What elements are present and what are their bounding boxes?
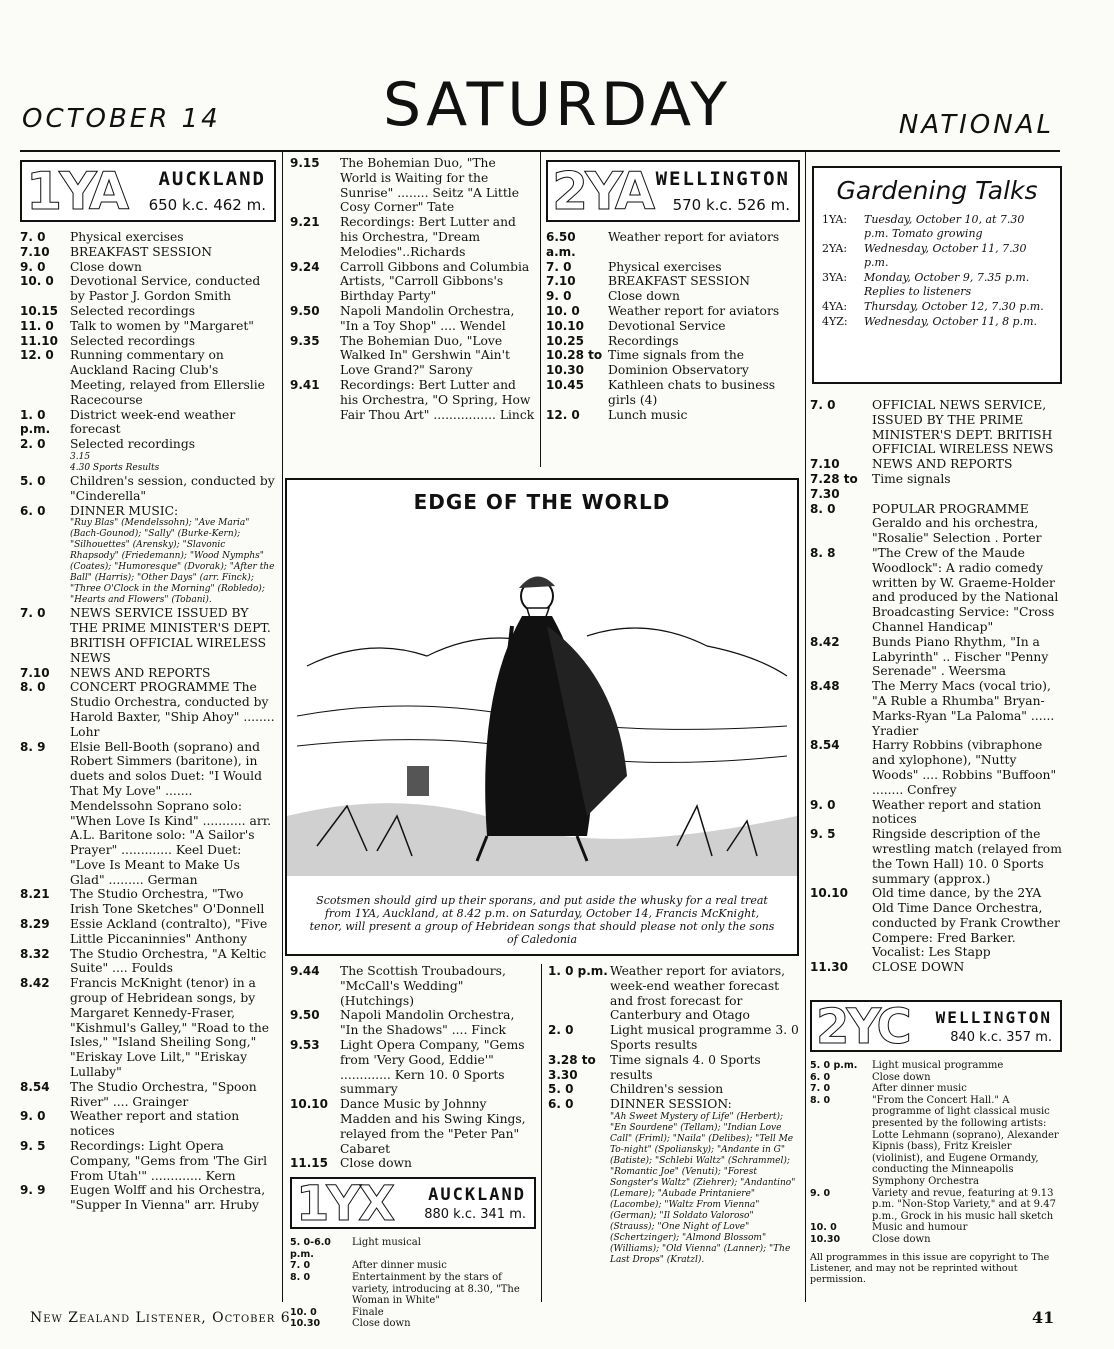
programme-time: 10.30 xyxy=(290,1318,321,1330)
programme-time: 10. 0 xyxy=(810,1222,837,1234)
programme-description: Music and humour xyxy=(872,1222,968,1234)
footer-publication: New Zealand Listener, October 6 xyxy=(30,1310,291,1326)
copyright-notice: All programmes in this issue are copyright to The Listener, and may not be reprinted without permission. xyxy=(810,1251,1050,1285)
programme-description: Close down xyxy=(340,1156,412,1171)
programme-description: NEWS SERVICE ISSUED BY THE PRIME MINISTER'S DEPT. BRITISH OFFICIAL WIRELESS NEWS xyxy=(70,606,271,665)
station-1yx-box xyxy=(290,1176,536,1233)
programme-item xyxy=(290,260,536,304)
programme-item xyxy=(810,827,1062,886)
programme-time: 9.15 xyxy=(290,156,320,170)
programme-item xyxy=(810,1222,1062,1234)
column-divider-1 xyxy=(282,152,283,1302)
programme-description: Old time dance, by the 2YA Old Time Dance Orchestra, conducted by Frank Crowther Compere: Fred Barker. Vocalist: Les Stapp xyxy=(872,886,1060,960)
station-2yc-box xyxy=(810,999,1062,1055)
programme-item xyxy=(20,1109,276,1139)
programme-description: Talk to women by "Margaret" xyxy=(70,318,254,333)
programme-item xyxy=(810,738,1062,797)
programme-time: 7. 0 xyxy=(810,398,836,412)
column-divider-2 xyxy=(540,152,541,467)
programme-description: CLOSE DOWN xyxy=(872,960,965,975)
programme-item xyxy=(290,1097,536,1156)
programme-time: 7. 0 xyxy=(546,259,572,274)
station-2ya-logo: 2YA xyxy=(552,162,653,222)
column-divider-4 xyxy=(541,964,542,1302)
programme-time: 8.54 xyxy=(20,1079,50,1094)
programme-time: 6. 0 xyxy=(20,503,46,518)
programme-item xyxy=(290,215,536,259)
station-2ya-freq: 570 k.c. 526 m. xyxy=(672,196,790,214)
programme-time: 8. 9 xyxy=(20,739,46,754)
programme-item xyxy=(20,463,276,474)
programme-item xyxy=(20,260,276,275)
programme-description: Ringside description of the wrestling match (relayed from the Town Hall) 10. 0 Sports summary (approx.) xyxy=(872,827,1062,886)
gardening-item xyxy=(822,271,1052,299)
programme-description: Napoli Mandolin Orchestra, "In the Shadows" .... Finck xyxy=(340,1008,515,1038)
column-2ya xyxy=(546,156,800,474)
programme-time: 9.50 xyxy=(290,1008,320,1023)
programme-list-col2-top xyxy=(290,156,536,422)
programme-item xyxy=(548,1082,800,1097)
programme-description: BREAKFAST SESSION xyxy=(608,274,750,289)
programme-item xyxy=(290,1038,536,1097)
programme-time: 7. 0 xyxy=(810,1083,831,1095)
programme-item xyxy=(546,289,800,304)
programme-description: Weather report for aviators, week-end weather forecast and frost forecast for Canterbury and Otago xyxy=(610,964,786,1023)
programme-item xyxy=(548,1053,800,1083)
programme-description: The Merry Macs (vocal trio), "A Ruble a Rhumba" Bryan-Marks-Ryan "La Paloma" ...... Yradier xyxy=(872,679,1055,738)
programme-item xyxy=(20,1080,276,1110)
programme-time: 8.42 xyxy=(810,634,840,649)
programme-description: Francis McKnight (tenor) in a group of Hebridean songs, by Margaret Kennedy-Fraser, "Kishmul's Galley," "Road to the Isles," "Island Sheiling Song," "Eriskay Love Lilt," "Eriskay Lullaby" xyxy=(70,976,270,1080)
column-1ya xyxy=(20,156,276,1306)
programme-item xyxy=(20,917,276,947)
header-day: SATURDAY xyxy=(382,70,732,140)
programme-description: Recordings: Light Opera Company, "Gems from 'The Girl From Utah'" ............. Kern xyxy=(70,1139,268,1183)
programme-description: Carroll Gibbons and Columbia Artists, "Carroll Gibbons's Birthday Party" xyxy=(340,259,530,304)
programme-description: BREAKFAST SESSION xyxy=(70,244,212,259)
programme-item xyxy=(810,457,1062,472)
programme-item xyxy=(546,304,800,319)
programme-item xyxy=(290,1272,536,1307)
programme-item xyxy=(20,319,276,334)
station-1yx-city: AUCKLAND xyxy=(428,1185,526,1206)
programme-item xyxy=(810,1060,1062,1072)
programme-item xyxy=(20,1183,276,1213)
programme-time: 9. 9 xyxy=(20,1183,46,1198)
programme-item xyxy=(810,635,1062,679)
programme-item xyxy=(810,1083,1062,1095)
gardening-item xyxy=(822,213,1052,241)
gardening-detail: Wednesday, October 11, 7.30 p.m. xyxy=(864,242,1027,269)
feature-title: EDGE OF THE WORLD xyxy=(413,490,671,514)
gardening-station: 1YA: xyxy=(822,213,848,226)
gardening-station: 4YA: xyxy=(822,300,848,313)
programme-description: Time signals 4. 0 Sports results xyxy=(610,1052,761,1082)
programme-description: Close down xyxy=(872,1233,931,1245)
programme-item xyxy=(810,1072,1062,1084)
programme-time: 11.30 xyxy=(810,960,848,975)
station-1ya-city: AUCKLAND xyxy=(158,168,266,190)
header-date: OCTOBER 14 xyxy=(22,104,221,134)
programme-description: 3.15 xyxy=(70,451,91,462)
programme-time: 10.10 xyxy=(290,1097,328,1112)
programme-item xyxy=(290,156,536,215)
programme-item xyxy=(20,680,276,739)
programme-time: 9.53 xyxy=(290,1037,320,1052)
programme-description: DINNER SESSION: xyxy=(610,1097,732,1112)
programme-time: 10. 0 xyxy=(290,1306,317,1318)
programme-time: 6. 0 xyxy=(810,1071,831,1083)
programme-item xyxy=(546,230,800,260)
programme-time: 9. 5 xyxy=(810,827,836,842)
programme-item xyxy=(20,1139,276,1183)
programme-description: Physical exercises xyxy=(608,259,722,274)
programme-description: Recordings: Bert Lutter and his Orchestra, "O Spring, How Fair Thou Art" ................ Linck xyxy=(340,377,535,422)
programme-time: 7.10 xyxy=(20,244,50,259)
programme-item xyxy=(810,1188,1062,1223)
programme-item xyxy=(290,378,536,422)
programme-item xyxy=(546,348,800,378)
programme-list-1ya xyxy=(20,230,276,1213)
programme-time: 8.21 xyxy=(20,887,50,902)
programme-item xyxy=(810,1234,1062,1246)
programme-description: "Ah Sweet Mystery of Life" (Herbert); "En Sourdene" (Tellam); "Indian Love Call" (Friml); "Naila" (Delibes); "Tell Me To-night" (Spoliansky); "Andante in G" (Batiste); "Schlebi Waltz" (Schrammel); "Romantic Joe" (Venuti); "Forest Songster's Waltz" (Ziehrer); "Andantino" (Lemare); "Aubade Printaniere" (Lacombe); "Waltz From Vienna" (German); "Il Soldato Valoroso" (Strauss); "One Night of Love" (Schertzinger); "Almond Blossom" (Williams); "Old Vienna" (Lanner); "The Last Drops" (Kratzl). xyxy=(610,1111,796,1265)
programme-item xyxy=(546,408,800,423)
programme-item xyxy=(290,1156,536,1171)
programme-item xyxy=(810,679,1062,738)
station-1ya-box xyxy=(20,160,276,222)
programme-time: 7. 0 xyxy=(20,230,46,244)
programme-item xyxy=(290,1318,536,1330)
programme-item xyxy=(20,408,276,438)
programme-item xyxy=(20,437,276,452)
programme-description: Light musical xyxy=(352,1237,421,1249)
gardening-station: 2YA: xyxy=(822,242,848,255)
feature-illustration xyxy=(287,516,797,876)
programme-list-1yx xyxy=(290,1237,536,1330)
programme-time: 12. 0 xyxy=(546,407,580,422)
station-1ya-freq: 650 k.c. 462 m. xyxy=(148,196,266,214)
programme-item xyxy=(290,1307,536,1319)
programme-item xyxy=(810,398,1062,457)
programme-item xyxy=(548,1097,800,1112)
programme-item xyxy=(810,886,1062,960)
programme-time: 9.35 xyxy=(290,333,320,348)
programme-time: 9.24 xyxy=(290,259,320,274)
programme-time: 2. 0 xyxy=(548,1023,574,1038)
programme-description: Recordings xyxy=(608,333,679,348)
programme-item xyxy=(546,334,800,349)
programme-time: 9. 0 xyxy=(810,797,836,812)
programme-item xyxy=(20,666,276,681)
programme-description: POPULAR PROGRAMME Geraldo and his orchestra, "Rosalie" Selection . Porter xyxy=(872,501,1042,546)
programme-item xyxy=(810,502,1062,546)
programme-list-2yc xyxy=(810,1060,1062,1246)
programme-description: Physical exercises xyxy=(70,230,184,244)
programme-item xyxy=(548,964,800,1023)
programme-time: 8. 0 xyxy=(810,1094,831,1106)
programme-time: 8. 8 xyxy=(810,545,836,560)
programme-description: The Scottish Troubadours, "McCall's Wedding" (Hutchings) xyxy=(340,964,506,1008)
programme-description: Weather report and station notices xyxy=(872,797,1042,827)
gardening-detail: Monday, October 9, 7.35 p.m. Replies to listeners xyxy=(864,271,1030,298)
programme-time: 5. 0 xyxy=(20,473,46,488)
programme-item xyxy=(20,504,276,519)
programme-item xyxy=(548,1023,800,1053)
programme-time: 9. 0 xyxy=(810,1187,831,1199)
programme-time xyxy=(548,1112,610,1266)
programme-time: 10.45 xyxy=(546,377,584,392)
programme-description: NEWS AND REPORTS xyxy=(70,665,211,680)
programme-item xyxy=(290,1237,536,1260)
feature-edge-of-the-world xyxy=(285,478,799,956)
programme-item xyxy=(20,304,276,319)
column-2-bottom xyxy=(290,964,536,1330)
programme-description: Devotional Service, conducted by Pastor J. Gordon Smith xyxy=(70,274,261,304)
programme-time: 7.10 xyxy=(546,274,576,289)
programme-description: Selected recordings xyxy=(70,303,196,318)
programme-description: Weather report and station notices xyxy=(70,1109,240,1139)
programme-description: Lunch music xyxy=(608,407,688,422)
programme-item xyxy=(290,334,536,378)
programme-time: 9.50 xyxy=(290,303,320,318)
programme-time xyxy=(20,463,70,474)
header-network: NATIONAL xyxy=(898,110,1054,140)
gardening-item xyxy=(822,315,1052,329)
programme-item xyxy=(548,1112,800,1266)
programme-time: 8.48 xyxy=(810,679,840,694)
column-2yc xyxy=(810,996,1062,1306)
programme-time: 9. 0 xyxy=(546,289,572,304)
programme-time: 7.28 to 7.30 xyxy=(810,471,858,501)
programme-item xyxy=(546,260,800,275)
station-2yc-city: WELLINGTON xyxy=(935,1008,1052,1027)
programme-item xyxy=(546,378,800,408)
programme-description: Close down xyxy=(352,1318,411,1330)
programme-time: 5. 0 p.m. xyxy=(810,1060,858,1071)
programme-time: 1. 0 p.m. xyxy=(20,407,51,437)
feature-caption: Scotsmen should gird up their sporans, and put aside the whusky for a real treat from 1YA, Auckland, at 8.42 p.m. on Saturday, October 14, Francis McKnight, tenor, will present a group of Hebridean songs that should please not only the sons of Caledonia xyxy=(309,894,775,946)
programme-description: The Bohemian Duo, "The World is Waiting for the Sunrise" ........ Seitz "A Little Cosy Corner" Tate xyxy=(340,156,520,215)
programme-time: 9. 0 xyxy=(20,259,46,274)
programme-description: Time signals xyxy=(872,471,951,486)
programme-description: Selected recordings xyxy=(70,437,196,452)
programme-item xyxy=(290,304,536,334)
programme-item xyxy=(20,740,276,888)
programme-item xyxy=(20,887,276,917)
programme-time: 5. 0-6.0 p.m. xyxy=(290,1237,331,1260)
programme-description: Children's session, conducted by "Cinderella" xyxy=(70,473,275,503)
programme-time: 8.42 xyxy=(20,976,50,991)
programme-description: Eugen Wolff and his Orchestra, "Supper In Vienna" arr. Hruby xyxy=(70,1183,266,1213)
programme-list-col3-bottom xyxy=(548,964,800,1266)
programme-time: 8.29 xyxy=(20,917,50,932)
programme-description: 4.30 Sports Results xyxy=(70,462,160,473)
programme-time xyxy=(20,518,70,606)
programme-description: After dinner music xyxy=(872,1083,967,1095)
programme-description: Running commentary on Auckland Racing Club's Meeting, relayed from Ellerslie Racecourse xyxy=(70,348,265,407)
programme-description: Harry Robbins (vibraphone and xylophone), "Nutty Woods" .... Robbins "Buffoon" ........ Confrey xyxy=(872,738,1057,797)
programme-item xyxy=(810,798,1062,828)
programme-item xyxy=(20,348,276,407)
programme-time: 10. 0 xyxy=(20,274,54,289)
programme-description: Close down xyxy=(608,289,680,304)
programme-time xyxy=(20,452,70,463)
programme-time: 8.32 xyxy=(20,946,50,961)
station-1ya-logo: 1YA xyxy=(26,162,127,222)
programme-item xyxy=(20,474,276,504)
programme-item xyxy=(20,245,276,260)
programme-time: 7.10 xyxy=(810,457,840,472)
gardening-detail: Thursday, October 12, 7.30 p.m. xyxy=(864,300,1044,313)
programme-item xyxy=(20,947,276,977)
programme-item xyxy=(810,546,1062,635)
programme-item xyxy=(20,274,276,304)
programme-time: 8. 0 xyxy=(20,680,46,695)
programme-description: Devotional Service xyxy=(608,318,726,333)
programme-description: OFFICIAL NEWS SERVICE, ISSUED BY THE PRIME MINISTER'S DEPT. BRITISH OFFICIAL WIRELESS NEWS xyxy=(872,398,1054,457)
programme-description: "The Crew of the Maude Woodlock": A radio comedy written by W. Graeme-Holder and produced by the National Broadcasting Service: "Cross Channel Handicap" xyxy=(872,545,1059,634)
programme-description: NEWS AND REPORTS xyxy=(872,457,1013,472)
programme-description: Time signals from the Dominion Observatory xyxy=(608,348,749,378)
programme-time: 9. 5 xyxy=(20,1139,46,1154)
programme-description: Variety and revue, featuring at 9.13 p.m. "Non-Stop Variety," and at 9.47 p.m., Grock in his music hall sketch xyxy=(872,1187,1056,1222)
gardening-detail: Tuesday, October 10, at 7.30 p.m. Tomato growing xyxy=(864,213,1025,240)
gardening-list xyxy=(822,213,1052,329)
gardening-title: Gardening Talks xyxy=(836,176,1038,205)
programme-list-2ya xyxy=(546,230,800,422)
programme-time: 10.28 to 10.30 xyxy=(546,348,603,378)
programme-time: 9.41 xyxy=(290,377,320,392)
programme-time: 11.15 xyxy=(290,1156,328,1171)
programme-list-col2-bottom xyxy=(290,964,536,1171)
programme-time: 12. 0 xyxy=(20,348,54,363)
programme-description: Dance Music by Johnny Madden and his Swing Kings, relayed from the "Peter Pan" Cabaret xyxy=(340,1097,526,1156)
programme-description: Finale xyxy=(352,1306,384,1318)
programme-description: Entertainment by the stars of variety, introducing at 8.30, "The Woman in White" xyxy=(352,1271,520,1307)
column-3-bottom xyxy=(548,964,800,1304)
programme-time: 11.10 xyxy=(20,333,58,348)
column-2ya-evening xyxy=(810,398,1062,990)
gardening-station: 3YA: xyxy=(822,271,848,284)
station-1yx-logo: 1YX xyxy=(296,1176,393,1233)
programme-time: 10. 0 xyxy=(546,303,580,318)
programme-item xyxy=(20,230,276,245)
programme-description: Close down xyxy=(872,1071,931,1083)
programme-item xyxy=(810,1095,1062,1188)
programme-time: 7. 0 xyxy=(20,606,46,621)
programme-description: Light musical programme xyxy=(872,1060,1004,1071)
programme-time: 9. 0 xyxy=(20,1109,46,1124)
programme-time: 2. 0 xyxy=(20,437,46,452)
programme-description: Napoli Mandolin Orchestra, "In a Toy Shop" .... Wendel xyxy=(340,303,515,333)
footer-page-number: 41 xyxy=(1032,1308,1055,1327)
programme-description: The Studio Orchestra, "Spoon River" .... Grainger xyxy=(70,1079,257,1109)
programme-description: CONCERT PROGRAMME The Studio Orchestra, conducted by Harold Baxter, "Ship Ahoy" ........ Lohr xyxy=(70,680,275,739)
programme-time: 3.28 to 3.30 xyxy=(548,1052,596,1082)
programme-description: Kathleen chats to business girls (4) xyxy=(608,377,776,407)
programme-time: 5. 0 xyxy=(548,1082,574,1097)
programme-time: 10.10 xyxy=(546,318,584,333)
programme-item xyxy=(546,319,800,334)
programme-time: 10.10 xyxy=(810,886,848,901)
gardening-item xyxy=(822,242,1052,270)
station-2ya-box xyxy=(546,160,800,222)
programme-description: The Studio Orchestra, "A Keltic Suite" .... Foulds xyxy=(70,946,267,976)
programme-item xyxy=(20,452,276,463)
programme-time: 1. 0 p.m. xyxy=(548,964,608,978)
station-1yx-freq: 880 k.c. 341 m. xyxy=(424,1207,526,1223)
column-2-top xyxy=(290,156,536,474)
programme-list-col4 xyxy=(810,398,1062,975)
programme-description: Light musical programme 3. 0 Sports results xyxy=(610,1023,799,1052)
programme-description: DINNER MUSIC: xyxy=(70,503,179,518)
gardening-talks-box xyxy=(812,166,1062,384)
programme-item xyxy=(20,518,276,606)
programme-description: "Ruy Blas" (Mendelssohn); "Ave Maria" (Bach-Gounod); "Sally" (Burke-Kern); "Silhouettes" (Arensky); "Slavonic Rhapsody" (Friedemann); "Wood Nymphs" (Coates); "Humoresque" (Dvorak); "After the Ball" (Harris); "Other Days" (arr. Finck); "Three O'Clock in the Morning" (Robledo); "Hearts and Flowers" (Tobani). xyxy=(70,518,275,606)
programme-description: Recordings: Bert Lutter and his Orchestra, "Dream Melodies"..Richards xyxy=(340,215,516,259)
programme-item xyxy=(20,334,276,349)
programme-description: The Studio Orchestra, "Two Irish Tone Sketches" O'Donnell xyxy=(70,887,265,917)
station-2ya-city: WELLINGTON xyxy=(655,168,790,190)
programme-description: Close down xyxy=(70,259,142,274)
gardening-detail: Wednesday, October 11, 8 p.m. xyxy=(864,315,1038,328)
programme-description: "From the Concert Hall." A programme of light classical music presented by the following artists: Lotte Lehmann (soprano), Alexander Kipnis (bass), Fritz Kreisler (violinist), and Eugene Ormandy, conducting the Minneapolis Symphony Orchestra xyxy=(872,1094,1059,1187)
programme-description: The Bohemian Duo, "Love Walked In" Gershwin "Ain't Love Grand?" Sarony xyxy=(340,333,510,378)
programme-description: After dinner music xyxy=(352,1260,447,1272)
programme-item xyxy=(810,472,1062,502)
gardening-item xyxy=(822,300,1052,314)
programme-item xyxy=(546,274,800,289)
programme-time: 7.10 xyxy=(20,665,50,680)
programme-item xyxy=(290,1008,536,1038)
programme-time: 6. 0 xyxy=(548,1097,574,1112)
programme-description: Essie Ackland (contralto), "Five Little Piccaninnies" Anthony xyxy=(70,917,268,946)
station-2yc-logo: 2YC xyxy=(816,999,909,1055)
gardening-station: 4YZ: xyxy=(822,315,848,328)
programme-description: Elsie Bell-Booth (soprano) and Robert Simmers (baritone), in duets and solos Duet: "I Would That My Love" ....... Mendelssohn Soprano solo: "When Love Is Kind" ........... arr. A.L. Baritone solo: "A Sailor's Prayer" ............. Keel Duet: "Love Is Meant to Make Us Glad" ......... German xyxy=(70,739,272,887)
programme-time: 8.54 xyxy=(810,738,840,753)
programme-item xyxy=(20,976,276,1080)
station-2yc-freq: 840 k.c. 357 m. xyxy=(950,1030,1052,1045)
programme-time: 8. 0 xyxy=(290,1271,311,1283)
programme-time: 9.44 xyxy=(290,964,320,978)
programme-time: 10.30 xyxy=(810,1233,841,1245)
programme-time: 8. 0 xyxy=(810,501,836,516)
programme-time: 7. 0 xyxy=(290,1260,311,1272)
programme-time: 11. 0 xyxy=(20,318,54,333)
programme-item xyxy=(20,606,276,665)
column-divider-3 xyxy=(805,152,806,1302)
programme-description: Selected recordings xyxy=(70,333,196,348)
programme-description: Weather report for aviators xyxy=(608,303,780,318)
programme-time: 10.25 xyxy=(546,333,584,348)
programme-description: Weather report for aviators xyxy=(608,230,780,244)
programme-description: District week-end weather forecast xyxy=(70,407,236,437)
programme-time: 10.15 xyxy=(20,303,58,318)
programme-item xyxy=(290,964,536,1008)
programme-item xyxy=(290,1260,536,1272)
programme-item xyxy=(810,960,1062,975)
programme-time: 9.21 xyxy=(290,215,320,230)
programme-description: Light Opera Company, "Gems from 'Very Good, Eddie'" ............. Kern 10. 0 Sports summary xyxy=(340,1037,525,1097)
programme-time: 6.50 a.m. xyxy=(546,230,576,259)
programme-description: Bunds Piano Rhythm, "In a Labyrinth" .. Fischer "Penny Serenade" . Weersma xyxy=(872,634,1049,679)
programme-description: Children's session xyxy=(610,1082,724,1097)
